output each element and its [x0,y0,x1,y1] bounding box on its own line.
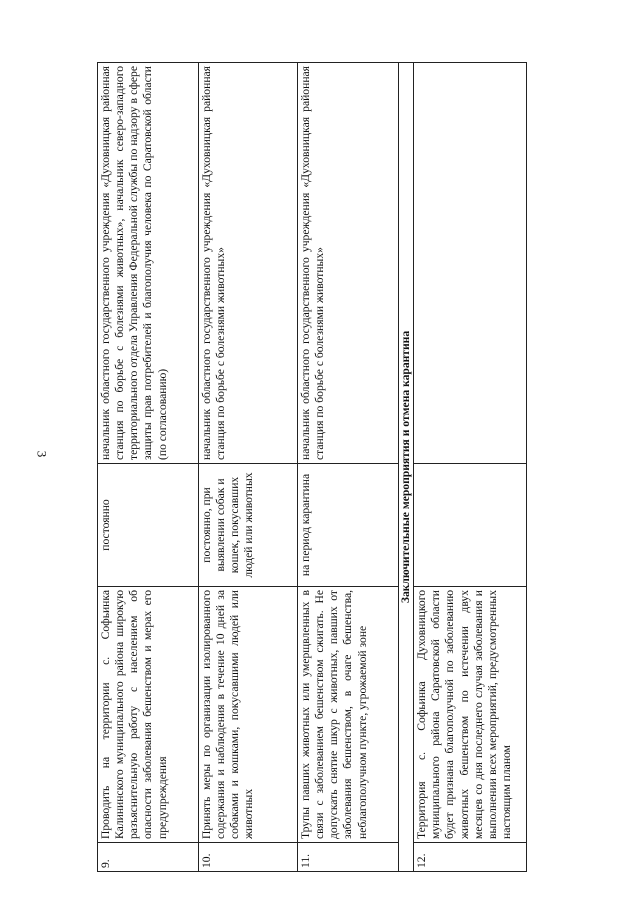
table-row [98,63,199,872]
section-title: Заключительные мероприятия и отмена карантина [399,63,414,872]
row-number: 12. [414,843,527,872]
section-header-row [399,63,414,872]
plan-table-container [97,62,521,872]
term-cell: постоянно [98,464,199,587]
page-number: 3 [34,450,50,458]
table-row [199,63,298,872]
term-cell: на период карантина [298,464,399,587]
responsible-cell: начальник областного государственного учреждения «Духовницкая районная станция по борьбе с болезнями животных» [199,63,298,464]
measure-cell: Принять меры по организации изолированного содержания и наблюдения в течение 10 дней за собаками и кошками, покусавшими людей или животных [199,587,298,843]
table-row [414,63,527,872]
responsible-cell: начальник областного государственного учреждения «Духовницкая районная станция по борьбе с болезнями животных», начальник северо-западного территориального отдела Управления Федеральной службы по надзору в сфере защиты прав потребителей и благополучия человека по Саратовской области (по согласованию) [98,63,199,464]
measure-cell: Территория с. Софьинка Духовницкого муниципального района Саратовской области будет признана благополучной по заболеванию животных бешенством по истечении двух месяцев со дня последнего случая заболевания и выполнении всех мероприятий, предусмотренных настоящим планом [414,587,527,843]
plan-table [97,62,527,872]
row-number: 10. [199,843,298,872]
responsible-cell: начальник областного государственного учреждения «Духовницкая районная станция по борьбе с болезнями животных» [298,63,399,464]
row-number: 9. [98,843,199,872]
row-number: 11. [298,843,399,872]
responsible-cell [414,63,527,464]
table-row [298,63,399,872]
term-cell: постоянно, при выявлении собак и кошек, покусавших людей или животных [199,464,298,587]
measure-cell: Трупы павших животных или умерщвленных в связи с заболеванием бешенством сжигать. Не допускать снятие шкур с животных, павших от заболевания бешенством, в очаге бешенства, неблагополучном пункте, угрожаемой зоне [298,587,399,843]
measure-cell: Проводить на территории с. Софьинка Калининского муниципального района широкую разъяснительную работу с населением об опасности заболевания бешенством и мерах его предупреждения [98,587,199,843]
term-cell [414,464,527,587]
